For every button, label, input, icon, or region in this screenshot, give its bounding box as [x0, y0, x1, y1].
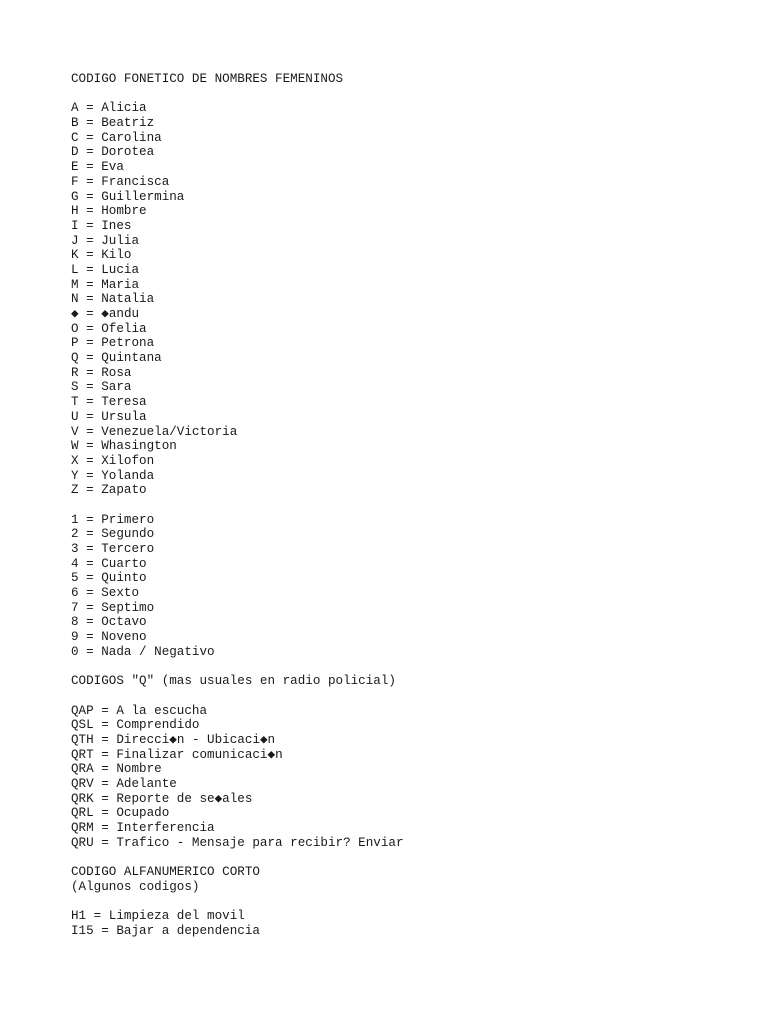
spacer	[71, 87, 751, 102]
letter-code-line: G = Guillermina	[71, 189, 185, 204]
alpha-code-line: I15 = Bajar a dependencia	[71, 923, 260, 938]
q-code-line: QRA = Nombre	[71, 762, 162, 777]
letters-list	[71, 101, 751, 498]
number-code-line: 7 = Septimo	[71, 600, 155, 615]
letter-code-line: K = Kilo	[71, 248, 132, 263]
letter-code-line: R = Rosa	[71, 365, 132, 380]
letter-code-line: X = Xilofon	[71, 453, 155, 468]
letter-code-line: H = Hombre	[71, 204, 147, 219]
alpha-code-line: H1 = Limpieza del movil	[71, 909, 245, 924]
phonetic-title: CODIGO FONETICO DE NOMBRES FEMENINOS	[71, 72, 344, 86]
letter-code-line: B = Beatriz	[71, 116, 155, 131]
q-code-line: QRM = Interferencia	[71, 821, 215, 836]
numbers-list	[71, 513, 751, 660]
number-code-line: 9 = Noveno	[71, 630, 147, 645]
number-code-line: 3 = Tercero	[71, 542, 155, 556]
letter-code-line: Z = Zapato	[71, 483, 147, 498]
q-code-line: QSL = Comprendido	[71, 718, 200, 733]
alpha-codes-list	[71, 909, 751, 938]
spacer	[71, 498, 751, 513]
number-code-line: 2 = Segundo	[71, 527, 155, 542]
q-codes-list	[71, 704, 751, 851]
letter-code-line: A = Alicia	[71, 101, 147, 116]
letter-code-line: O = Ofelia	[71, 321, 147, 336]
number-code-line: 0 = Nada / Negativo	[71, 644, 215, 659]
spacer	[71, 689, 751, 704]
q-code-line: QRL = Ocupado	[71, 806, 170, 821]
letter-code-line: T = Teresa	[71, 395, 147, 410]
q-code-line: QRK = Reporte de se◆ales	[71, 791, 253, 806]
q-code-line: QAP = A la escucha	[71, 703, 208, 718]
document-page	[71, 72, 751, 939]
letter-code-line: J = Julia	[71, 233, 140, 248]
letter-code-line: Y = Yolanda	[71, 468, 155, 483]
spacer	[71, 660, 751, 675]
alpha-subtitle: (Algunos codigos)	[71, 879, 200, 894]
number-code-line: 4 = Cuarto	[71, 556, 147, 571]
letter-code-line: L = Lucia	[71, 262, 140, 277]
letter-code-line: ◆ = ◆andu	[71, 307, 140, 321]
number-code-line: 1 = Primero	[71, 512, 155, 527]
q-code-line: QRV = Adelante	[71, 777, 177, 791]
q-codes-title: CODIGOS "Q" (mas usuales en radio policial)	[71, 674, 396, 689]
letter-code-line: S = Sara	[71, 380, 132, 395]
number-code-line: 5 = Quinto	[71, 571, 147, 586]
letter-code-line: M = Maria	[71, 277, 140, 292]
number-code-line: 8 = Octavo	[71, 615, 147, 630]
letter-code-line: V = Venezuela/Victoria	[71, 424, 238, 439]
letter-code-line: E = Eva	[71, 160, 124, 175]
q-code-line: QRT = Finalizar comunicaci◆n	[71, 747, 283, 762]
number-code-line: 6 = Sexto	[71, 586, 140, 601]
letter-code-line: N = Natalia	[71, 292, 155, 307]
letter-code-line: W = Whasington	[71, 439, 177, 454]
letter-code-line: Q = Quintana	[71, 351, 162, 366]
q-code-line: QRU = Trafico - Mensaje para recibir? Enviar	[71, 835, 404, 850]
q-code-line: QTH = Direcci◆n - Ubicaci◆n	[71, 732, 276, 747]
alpha-title: CODIGO ALFANUMERICO CORTO	[71, 865, 260, 880]
spacer	[71, 895, 751, 910]
spacer	[71, 850, 751, 865]
letter-code-line: P = Petrona	[71, 336, 155, 351]
letter-code-line: C = Carolina	[71, 130, 162, 145]
letter-code-line: U = Ursula	[71, 409, 147, 424]
letter-code-line: F = Francisca	[71, 174, 170, 189]
letter-code-line: D = Dorotea	[71, 145, 155, 160]
letter-code-line: I = Ines	[71, 218, 132, 233]
